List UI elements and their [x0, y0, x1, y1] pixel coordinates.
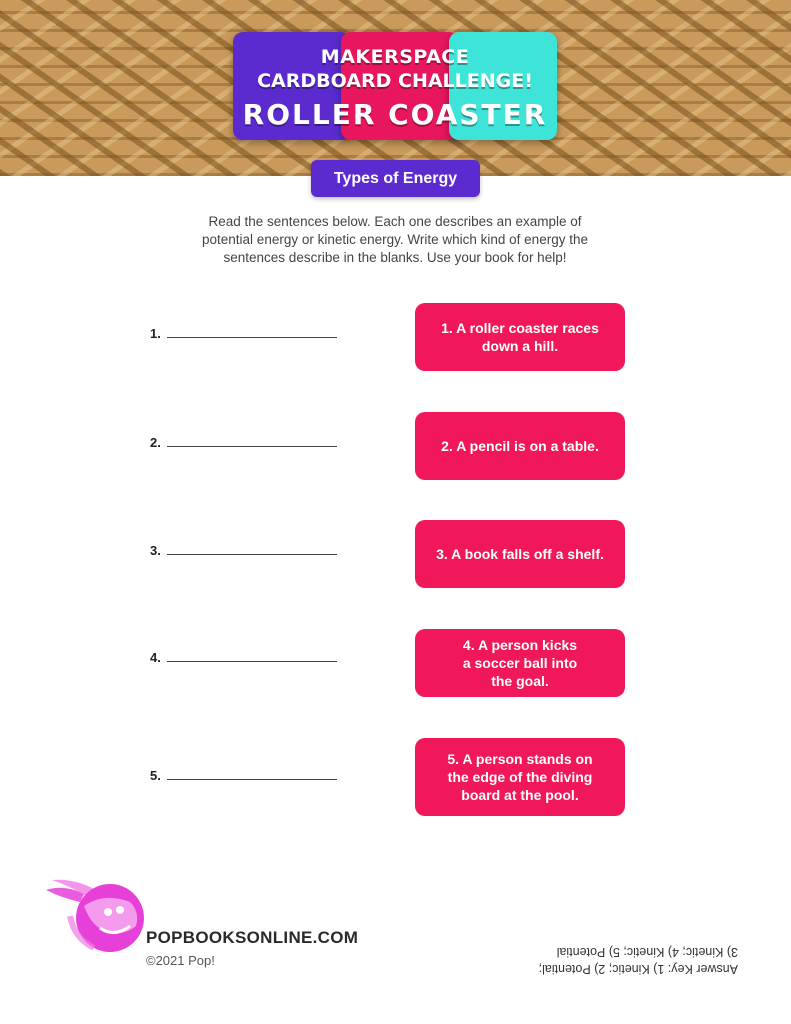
card-line: board at the pool.: [461, 787, 579, 803]
card-line: down a hill.: [481, 338, 559, 354]
card-line: 1. A roller coaster races: [441, 320, 599, 336]
answer-key-upside-down: [500, 943, 738, 977]
title-roller-coaster: ROLLER COASTER: [242, 98, 548, 131]
card-line: 4. A person kicks: [462, 637, 578, 653]
title-cardboard-challenge: CARDBOARD CHALLENGE!: [257, 70, 533, 92]
instructions: [160, 213, 630, 267]
card-line: a soccer ball into: [462, 655, 578, 671]
card-line: the goal.: [491, 673, 549, 689]
instructions-line-2: potential energy or kinetic energy. Write which kind of energy the: [202, 232, 588, 247]
site-url[interactable]: POPBOOKSONLINE.COM: [146, 928, 359, 947]
blank-number: 5.: [150, 768, 161, 783]
answer-blank-2[interactable]: [150, 430, 340, 450]
answer-key-line-2: 3) Kinetic; 4) Kinetic; 5) Potential: [556, 945, 738, 959]
answer-blank-5[interactable]: [150, 763, 340, 783]
subtitle-badge: Types of Energy: [311, 160, 480, 197]
instructions-line-1: Read the sentences below. Each one describes an example of: [208, 214, 582, 229]
card-line: 3. A book falls off a shelf.: [436, 546, 604, 562]
sentence-card-1: [415, 303, 625, 371]
card-line: 5. A person stands on: [447, 751, 593, 767]
sentence-card-3: [415, 520, 625, 588]
sentence-card-5: [415, 738, 625, 816]
sentence-card-2: [415, 412, 625, 480]
title-block: [233, 32, 557, 140]
blank-number: 1.: [150, 326, 161, 341]
blank-number: 4.: [150, 650, 161, 665]
card-line: 2. A pencil is on a table.: [441, 438, 599, 454]
instructions-line-3: sentences describe in the blanks. Use your book for help!: [223, 250, 567, 265]
blank-line[interactable]: [167, 661, 337, 662]
copyright: ©2021 Pop!: [146, 953, 215, 968]
blank-line[interactable]: [167, 779, 337, 780]
sentence-card-4: [415, 629, 625, 697]
pop-kangaroo-logo-icon: [44, 876, 148, 956]
answer-key-line-1: Answer Key: 1) Kinetic; 2) Potential;: [538, 962, 738, 976]
blank-line[interactable]: [167, 446, 337, 447]
answer-blank-3[interactable]: [150, 538, 340, 558]
card-line: the edge of the diving: [447, 769, 593, 785]
title-makerspace: MAKERSPACE: [320, 46, 470, 68]
answer-blank-1[interactable]: [150, 321, 340, 341]
blank-number: 3.: [150, 543, 161, 558]
answer-blank-4[interactable]: [150, 645, 340, 665]
blank-line[interactable]: [167, 554, 337, 555]
blank-line[interactable]: [167, 337, 337, 338]
blank-number: 2.: [150, 435, 161, 450]
